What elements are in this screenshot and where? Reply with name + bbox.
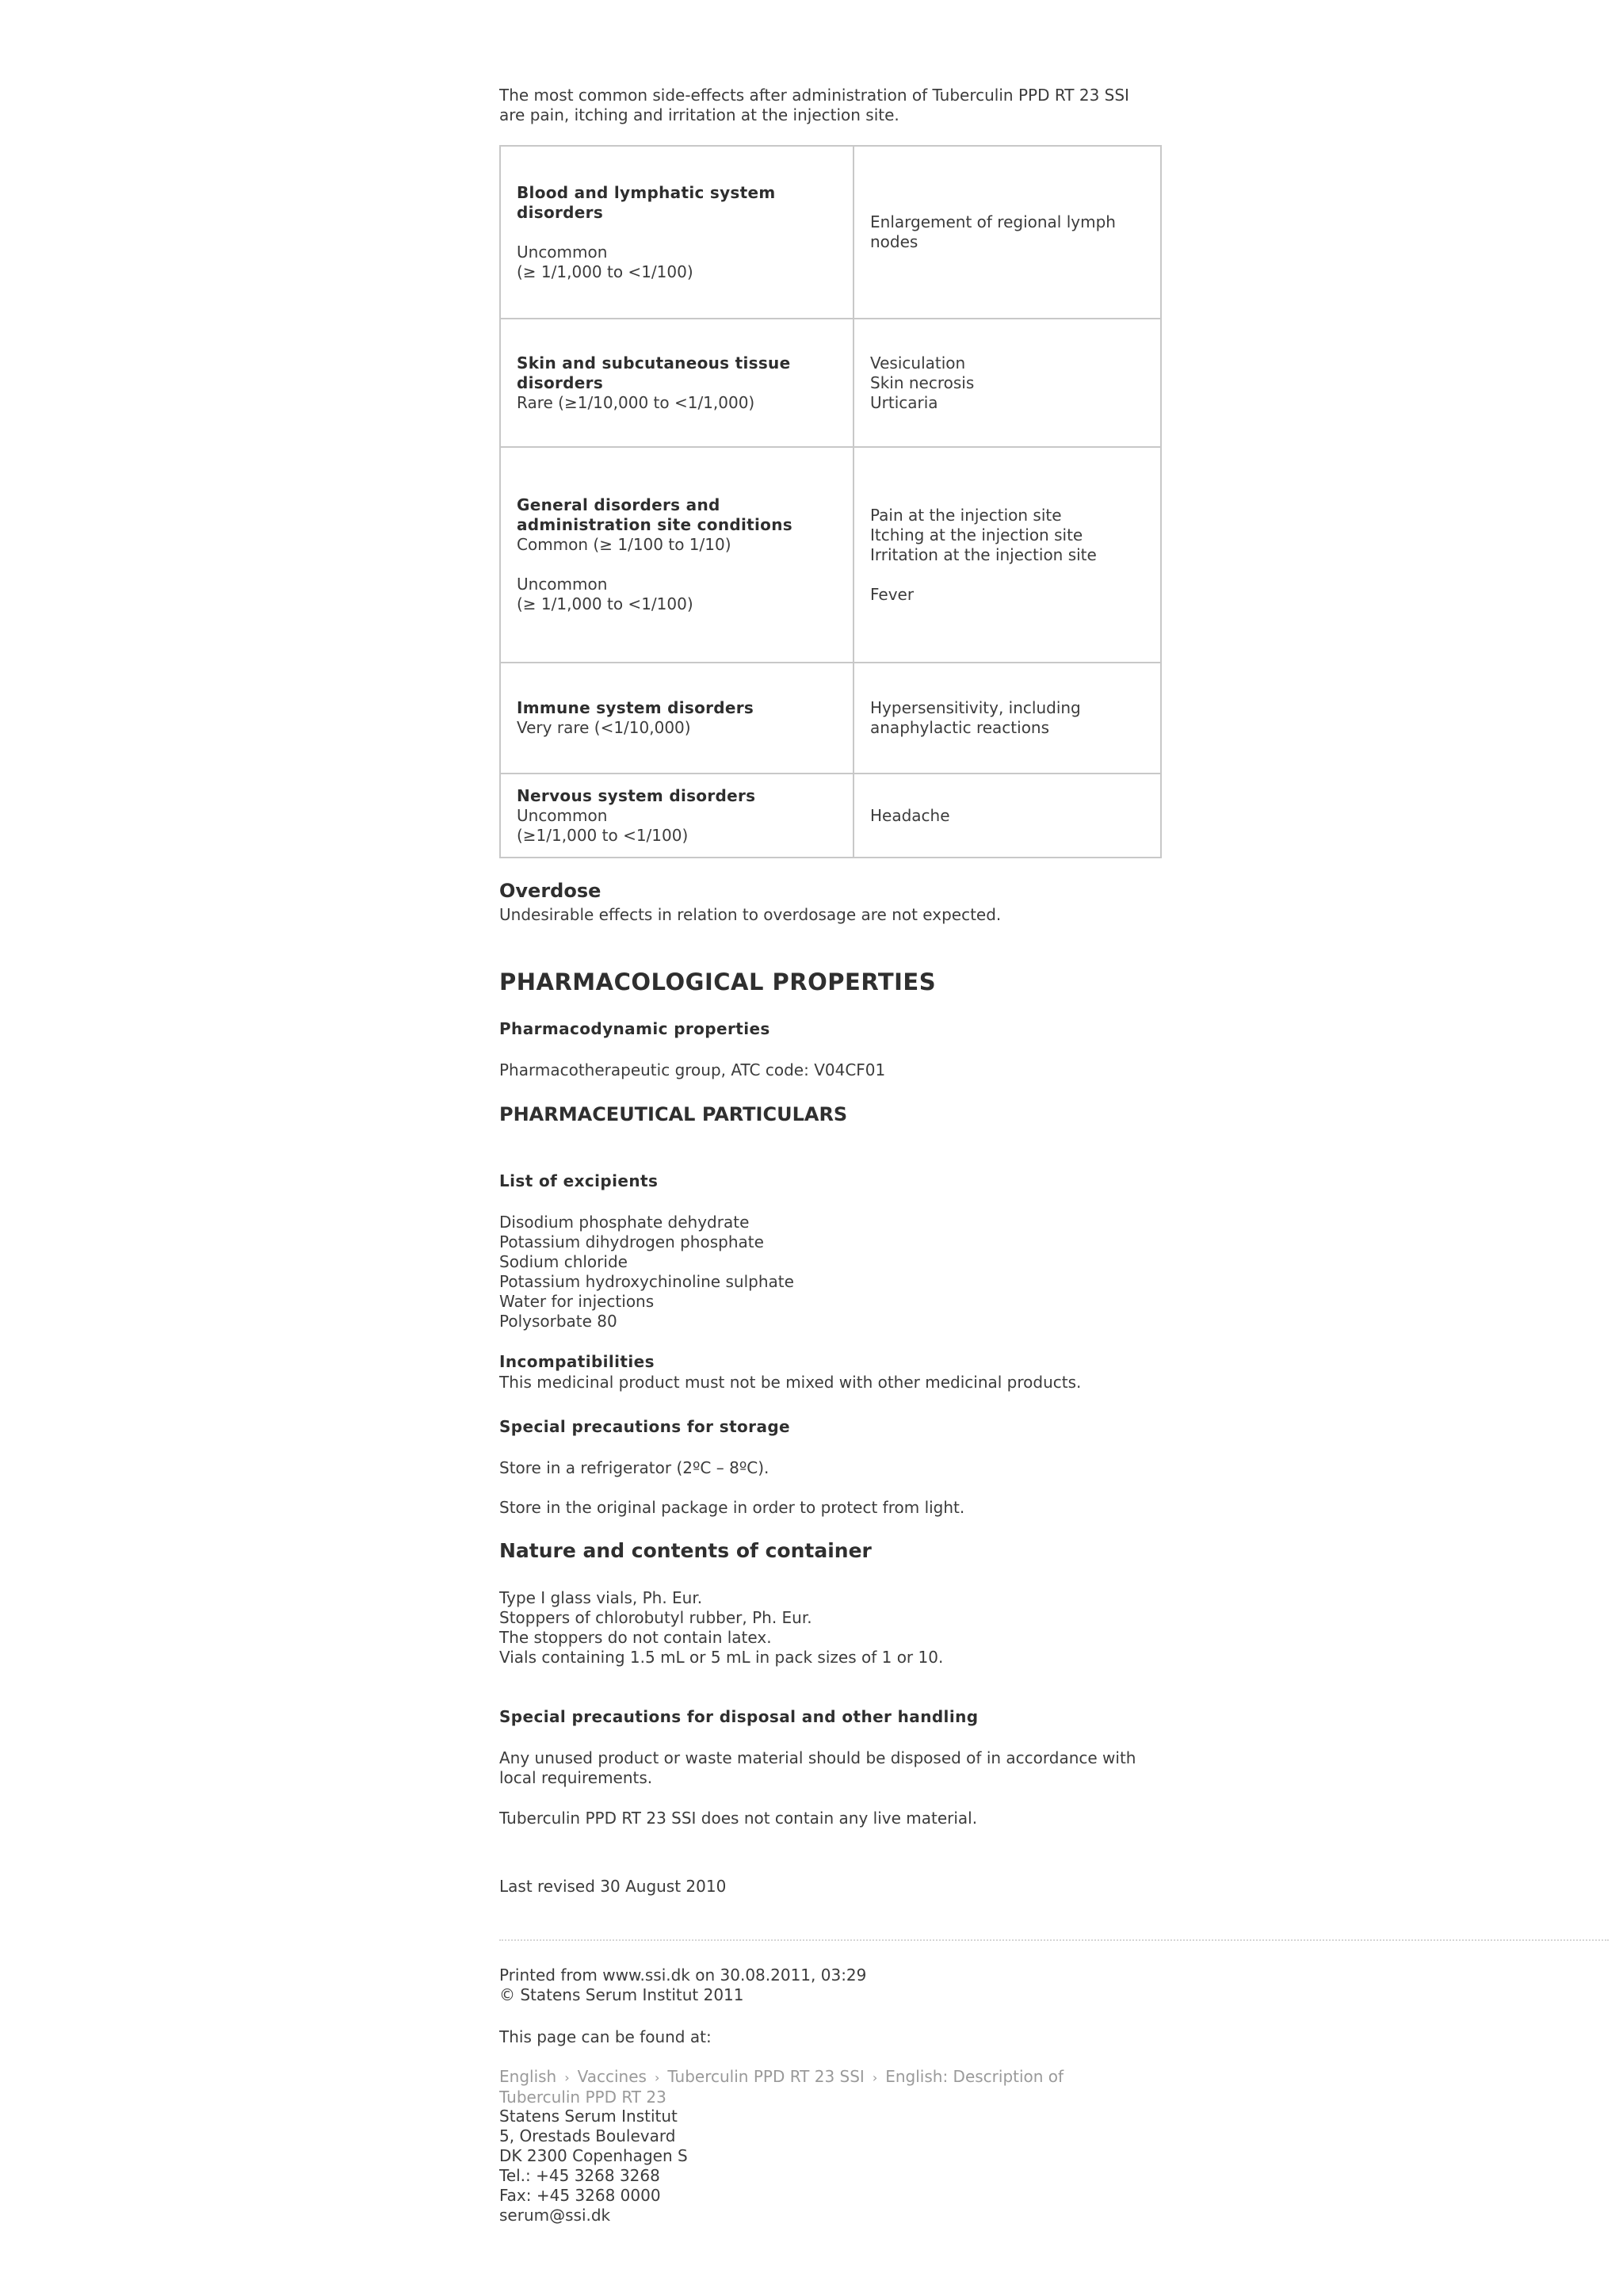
table-row	[500, 774, 1161, 858]
address-line: DK 2300 Copenhagen S	[499, 2146, 688, 2165]
frequency-line: (≥ 1/1,000 to <1/100)	[517, 262, 693, 281]
table-row	[500, 319, 1161, 447]
address-line: 5, Orestads Boulevard	[499, 2126, 676, 2145]
address-block	[499, 2107, 1157, 2225]
soc-cell	[500, 146, 854, 319]
frequency-line: (≥1/1,000 to <1/100)	[517, 825, 689, 845]
effects-cell	[854, 447, 1161, 663]
soc-label: Immune system disorders	[517, 698, 754, 717]
overdose-text: Undesirable effects in relation to overdosage are not expected.	[499, 905, 1002, 924]
table-row	[500, 447, 1161, 663]
frequency-line: Very rare (<1/10,000)	[517, 718, 691, 737]
frequency-line: Uncommon	[517, 242, 608, 262]
effect-line: Hypersensitivity, including anaphylactic reactions	[870, 698, 1081, 737]
found-at: This page can be found at:	[499, 2027, 712, 2046]
storage-text-2: Store in the original package in order to protect from light.	[499, 1498, 965, 1517]
spacer	[517, 555, 837, 575]
list-item: Stoppers of chlorobutyl rubber, Ph. Eur.	[499, 1608, 812, 1627]
spacer	[870, 565, 1144, 585]
effect-line: Fever	[870, 584, 915, 604]
address-line: Fax: +45 3268 0000	[499, 2186, 661, 2205]
breadcrumb-link[interactable]: Tuberculin PPD RT 23 SSI	[667, 2067, 865, 2086]
soc-label: Blood and lymphatic system disorders	[517, 182, 776, 222]
storage-heading: Special precautions for storage	[499, 1417, 791, 1436]
frequency-line: Common (≥ 1/100 to 1/10)	[517, 535, 731, 554]
container-heading: Nature and contents of container	[499, 1539, 872, 1562]
chevron-right-icon: ›	[564, 2070, 570, 2085]
effect-line: Irritation at the injection site	[870, 544, 1097, 564]
overdose-heading: Overdose	[499, 880, 601, 902]
soc-cell	[500, 319, 854, 447]
frequency-line: Uncommon	[517, 575, 608, 594]
last-revised: Last revised 30 August 2010	[499, 1877, 727, 1896]
frequency-line: Rare (≥1/10,000 to <1/1,000)	[517, 392, 755, 412]
pharmaceutical-heading: PHARMACEUTICAL PARTICULARS	[499, 1103, 848, 1125]
excipients-heading: List of excipients	[499, 1171, 659, 1190]
frequency-line: (≥ 1/1,000 to <1/100)	[517, 594, 693, 613]
list-item: The stoppers do not contain latex.	[499, 1628, 772, 1647]
incompatibilities-text: This medicinal product must not be mixed with other medicinal products.	[499, 1373, 1082, 1392]
disposal-text-2: Tuberculin PPD RT 23 SSI does not contain any live material.	[499, 1809, 978, 1828]
breadcrumb-link[interactable]: English: Description of Tuberculin PPD RT 23	[499, 2067, 1064, 2107]
effects-cell	[854, 663, 1161, 774]
pharmacodynamic-heading: Pharmacodynamic properties	[499, 1019, 770, 1038]
frequency-line: Uncommon	[517, 805, 608, 825]
list-item: Potassium dihydrogen phosphate	[499, 1232, 764, 1251]
list-item: Potassium hydroxychinoline sulphate	[499, 1272, 794, 1291]
disposal-heading: Special precautions for disposal and other handling	[499, 1707, 979, 1726]
storage-text-1: Store in a refrigerator (2ºC – 8ºC).	[499, 1458, 769, 1477]
effect-line: Itching at the injection site	[870, 525, 1083, 544]
effect-line: Pain at the injection site	[870, 505, 1062, 525]
spacer	[517, 223, 837, 243]
list-item: Disodium phosphate dehydrate	[499, 1213, 750, 1232]
effects-cell	[854, 319, 1161, 447]
pharmacodynamic-text: Pharmacotherapeutic group, ATC code: V04CF01	[499, 1060, 886, 1079]
table-row	[500, 663, 1161, 774]
effect-line: Headache	[870, 805, 950, 825]
printed-from: Printed from www.ssi.dk on 30.08.2011, 03:29	[499, 1966, 867, 1985]
chevron-right-icon: ›	[654, 2070, 660, 2085]
effects-cell	[854, 774, 1161, 858]
pharmacological-heading: PHARMACOLOGICAL PROPERTIES	[499, 968, 937, 995]
list-item: Water for injections	[499, 1292, 655, 1311]
address-line: Statens Serum Institut	[499, 2107, 678, 2126]
container-list	[499, 1588, 1157, 1668]
incompatibilities-heading: Incompatibilities	[499, 1352, 655, 1371]
address-line: Tel.: +45 3268 3268	[499, 2166, 660, 2185]
list-item: Sodium chloride	[499, 1252, 628, 1271]
footer-separator	[499, 1939, 1609, 1941]
email-link[interactable]: serum@ssi.dk	[499, 2206, 611, 2225]
intro-paragraph: The most common side-effects after administration of Tuberculin PPD RT 23 SSI are pain, itching and irritation at the injection site.	[499, 86, 1129, 124]
effect-line: Urticaria	[870, 392, 938, 412]
excipients-list	[499, 1213, 1157, 1331]
soc-label: General disorders and administration site conditions	[517, 495, 792, 534]
effects-cell	[854, 146, 1161, 319]
list-item: Polysorbate 80	[499, 1312, 617, 1331]
copyright: © Statens Serum Institut 2011	[499, 1985, 744, 2004]
soc-cell	[500, 447, 854, 663]
chevron-right-icon: ›	[872, 2070, 878, 2085]
breadcrumb-link[interactable]: Vaccines	[577, 2067, 647, 2086]
breadcrumb-link[interactable]: English	[499, 2067, 557, 2086]
table-row	[500, 146, 1161, 319]
disposal-text-1: Any unused product or waste material should be disposed of in accordance with local requirements.	[499, 1748, 1136, 1787]
adverse-effects-table	[499, 145, 1162, 858]
list-item: Type I glass vials, Ph. Eur.	[499, 1588, 703, 1607]
breadcrumb	[499, 2067, 1149, 2107]
soc-cell	[500, 663, 854, 774]
effect-line: Skin necrosis	[870, 372, 975, 392]
soc-label: Skin and subcutaneous tissue disorders	[517, 353, 791, 392]
soc-label: Nervous system disorders	[517, 785, 756, 805]
effect-line: Enlargement of regional lymph nodes	[870, 212, 1116, 251]
effect-line: Vesiculation	[870, 353, 966, 372]
soc-cell	[500, 774, 854, 858]
list-item: Vials containing 1.5 mL or 5 mL in pack sizes of 1 or 10.	[499, 1648, 944, 1667]
